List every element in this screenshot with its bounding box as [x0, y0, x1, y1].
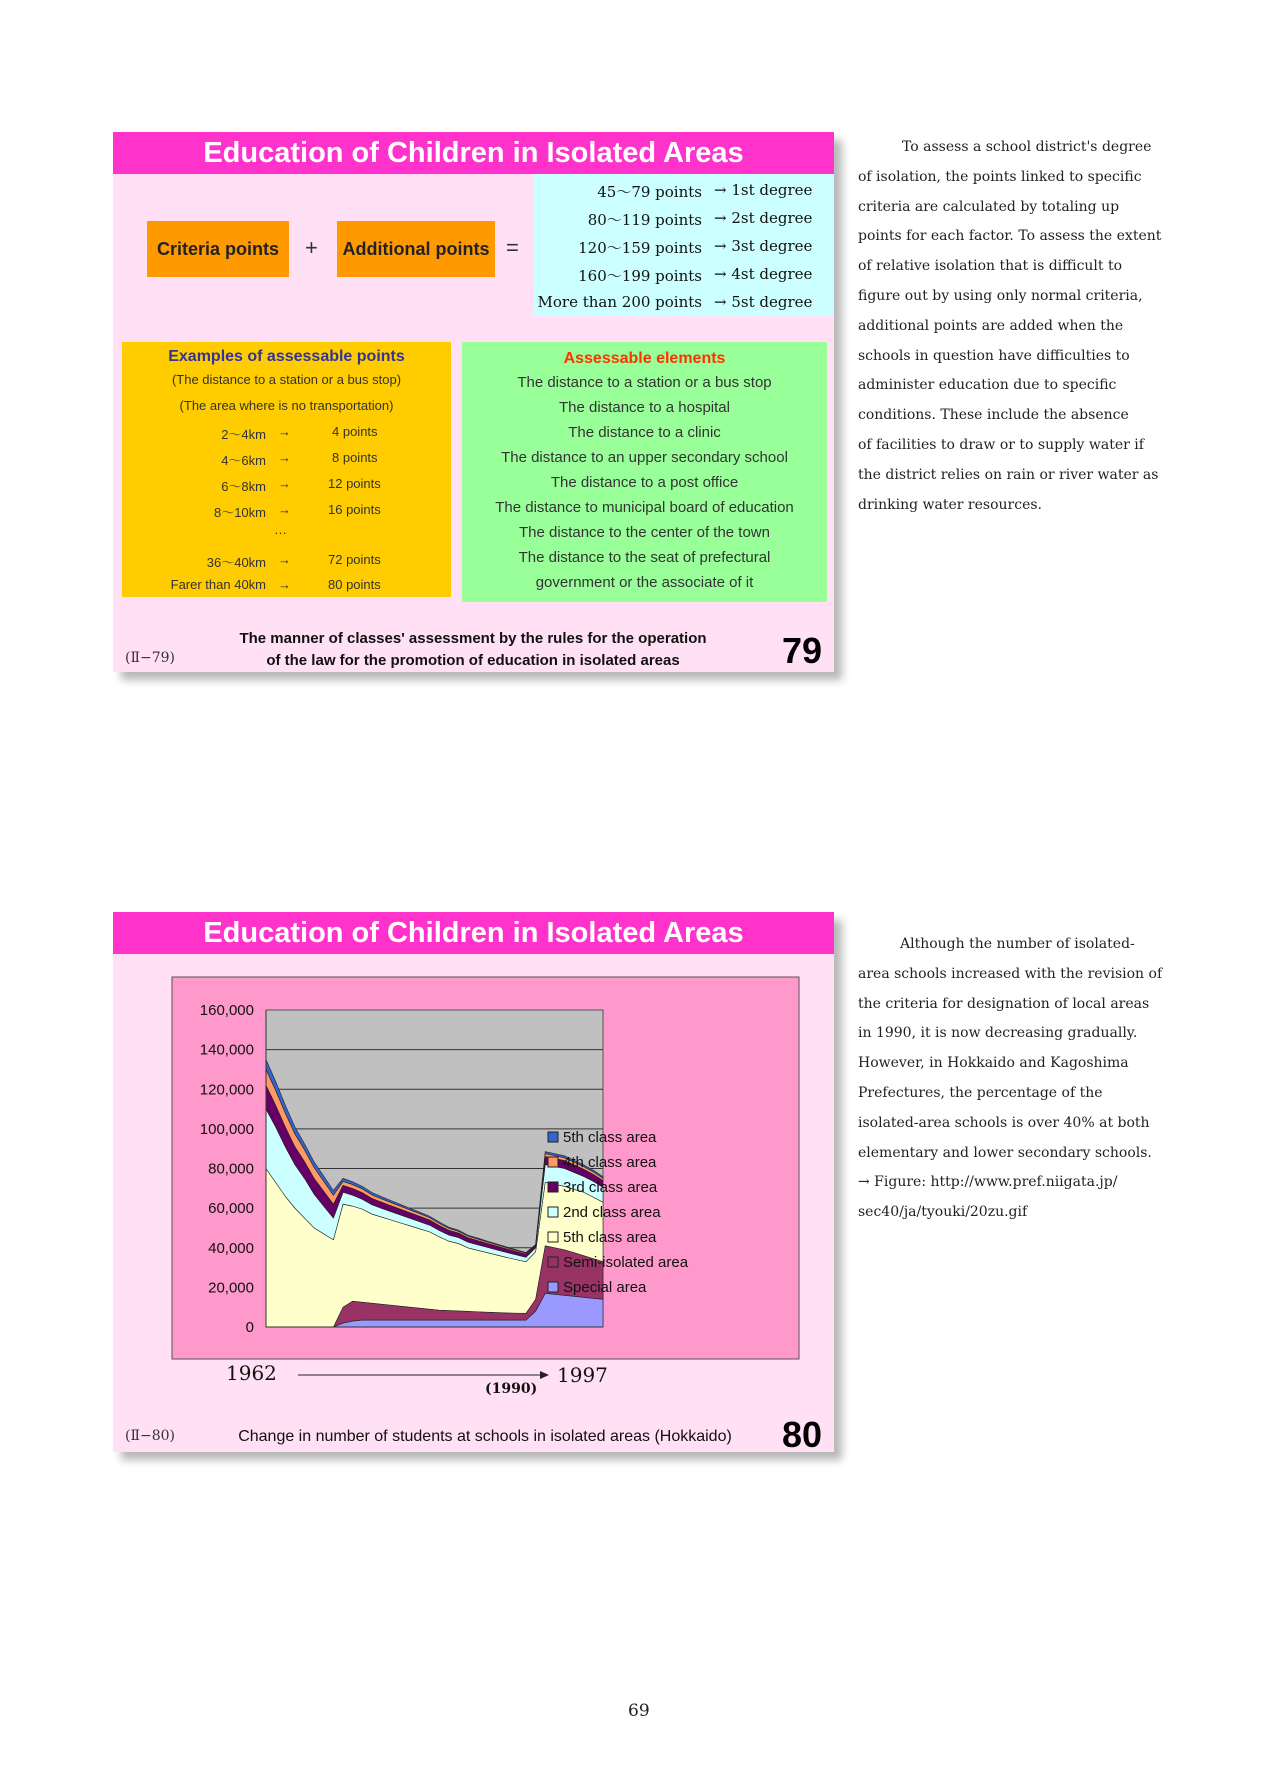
examples-subtitle: (The distance to a station or a bus stop)	[171, 372, 402, 387]
text-line: points for each factor. To assess the extent	[858, 228, 1162, 245]
example-range: 36〜40km	[206, 555, 266, 570]
degree-row	[534, 293, 834, 319]
y-tick-label: 120,000	[199, 1081, 254, 1099]
text-line: area schools increased with the revision of	[858, 965, 1163, 982]
example-arrow: →	[278, 476, 291, 491]
degree-label: → 5st degree	[714, 293, 813, 311]
element-item: The distance to a clinic	[568, 424, 721, 441]
example-points: 72 points	[328, 552, 381, 567]
example-arrow: →	[278, 424, 291, 439]
slide-title: Education of Children in Isolated Areas	[113, 132, 834, 174]
text-line: → Figure: http://www.pref.niigata.jp/	[858, 1174, 1118, 1191]
example-range: 2〜4km	[221, 427, 266, 442]
element-item: The distance to a post office	[550, 474, 739, 491]
legend-label: Semi-isolated area	[563, 1254, 689, 1271]
element-item: The distance to the seat of prefectural	[518, 549, 771, 566]
text-line: figure out by using only normal criteria,	[858, 287, 1143, 304]
y-tick-label: 140,000	[199, 1041, 254, 1059]
slide-caption	[223, 628, 723, 672]
legend-swatch	[548, 1282, 558, 1292]
element-item: The distance to a hospital	[559, 399, 730, 416]
equals-sign: =	[506, 235, 519, 260]
degree-points: 80〜119 points	[587, 211, 702, 229]
body-text-1	[858, 133, 1162, 520]
degree-table	[534, 174, 834, 316]
example-arrow: →	[278, 577, 291, 592]
timeline-arrow-head	[540, 1371, 549, 1379]
y-tick-label: 60,000	[208, 1200, 254, 1218]
text-line: the criteria for designation of local areas	[858, 995, 1150, 1012]
y-tick-label: 20,000	[208, 1279, 254, 1297]
element-item: The distance to municipal board of education	[495, 499, 794, 516]
y-tick-label: 40,000	[208, 1239, 254, 1257]
example-range: Farer than 40km	[170, 577, 266, 592]
legend-swatch	[548, 1132, 558, 1142]
example-arrow: →	[278, 552, 291, 567]
text-line: of isolation, the points linked to specific	[858, 168, 1142, 185]
legend-label: Special area	[563, 1279, 647, 1296]
axis-mid-year: (1990)	[485, 1381, 538, 1397]
text-line: the district relies on rain or river water as	[858, 466, 1159, 483]
legend-label: 4th class area	[563, 1154, 657, 1171]
example-arrow: →	[278, 502, 291, 517]
element-item: The distance to an upper secondary school	[501, 449, 788, 466]
body-text-2	[858, 930, 1163, 1228]
example-points: 80 points	[328, 577, 381, 592]
legend-label: 5th class area	[563, 1229, 657, 1246]
legend-swatch	[548, 1232, 558, 1242]
examples-heading: Examples of assessable points	[168, 348, 405, 365]
slide-caption: Change in number of students at schools in isolated areas (Hokkaido)	[238, 1428, 732, 1445]
text-line: schools in question have difficulties to	[858, 347, 1130, 364]
text-line: administer education due to specific	[858, 377, 1117, 394]
text-line: additional points are added when the	[858, 317, 1124, 334]
additional-points-box: Additional points	[337, 221, 495, 277]
text-line: in 1990, it is now decreasing gradually.	[858, 1025, 1138, 1042]
students-area-chart	[113, 912, 834, 1412]
degree-points: 120〜159 points	[578, 239, 702, 257]
legend-swatch	[548, 1207, 558, 1217]
y-tick-label: 100,000	[199, 1120, 254, 1138]
text-line: However, in Hokkaido and Kagoshima	[858, 1055, 1129, 1072]
example-points: 16 points	[328, 502, 381, 517]
examples-subtitle: (The area where is no transportation)	[179, 398, 394, 413]
text-line: To assess a school district's degree	[902, 139, 1152, 155]
degree-label: → 3st degree	[714, 237, 813, 255]
slide-number: 80	[782, 1414, 823, 1455]
legend-swatch	[548, 1157, 558, 1167]
example-range: 6〜8km	[221, 479, 266, 494]
text-line: Prefectures, the percentage of the	[858, 1084, 1103, 1101]
example-ellipsis: …	[274, 522, 287, 537]
legend-swatch	[548, 1257, 558, 1267]
legend-swatch	[548, 1182, 558, 1192]
y-tick-label: 160,000	[199, 1002, 254, 1019]
example-range: 4〜6km	[221, 453, 266, 468]
caption-line: of the law for the promotion of education in isolated areas	[266, 652, 680, 669]
example-points: 12 points	[328, 476, 381, 491]
text-line: drinking water resources.	[858, 496, 1042, 513]
page-number: 69	[628, 1701, 650, 1721]
text-line: Although the number of isolated-	[900, 936, 1135, 952]
example-points: 8 points	[332, 450, 378, 465]
degree-row	[534, 265, 834, 291]
slide-reference: (Ⅱ−79)	[125, 650, 175, 666]
element-item: government or the associate of it	[535, 574, 754, 591]
slide-number: 79	[782, 630, 823, 671]
degree-row	[534, 237, 834, 263]
text-line: isolated-area schools is over 40% at both	[858, 1114, 1150, 1131]
degree-label: → 1st degree	[714, 181, 813, 199]
text-line: sec40/ja/tyouki/20zu.gif	[858, 1204, 1028, 1221]
text-line: elementary and lower secondary schools.	[858, 1144, 1152, 1161]
y-tick-label: 0	[245, 1319, 254, 1336]
degree-row	[534, 181, 834, 207]
element-item: The distance to a station or a bus stop	[517, 374, 772, 391]
example-range: 8〜10km	[213, 505, 266, 520]
degree-points: 45〜79 points	[597, 183, 702, 201]
axis-end-year: 1997	[557, 1363, 608, 1387]
legend-label: 5th class area	[563, 1129, 657, 1146]
degree-row	[534, 209, 834, 235]
text-line: criteria are calculated by totaling up	[858, 198, 1120, 215]
degree-label: → 2st degree	[714, 209, 813, 227]
text-line: of facilities to draw or to supply water if	[858, 436, 1144, 453]
elements-heading: Assessable elements	[563, 350, 726, 367]
degree-points: More than 200 points	[537, 293, 702, 311]
y-tick-label: 80,000	[208, 1160, 254, 1178]
examples-box	[122, 342, 451, 597]
element-item: The distance to the center of the town	[519, 524, 770, 541]
text-line: of relative isolation that is difficult to	[858, 258, 1123, 275]
legend-label: 3rd class area	[563, 1179, 658, 1196]
slide-80	[113, 912, 834, 1455]
plus-sign: +	[305, 235, 318, 260]
text-line: conditions. These include the absence	[858, 407, 1129, 424]
slide-79	[113, 132, 834, 672]
slide-title: Education of Children in Isolated Areas	[113, 912, 834, 954]
legend-label: 2nd class area	[563, 1204, 661, 1221]
degree-label: → 4st degree	[714, 265, 813, 283]
example-arrow: →	[278, 450, 291, 465]
caption-line: The manner of classes' assessment by the rules for the operation	[239, 630, 707, 647]
elements-box	[462, 342, 827, 602]
example-points: 4 points	[332, 424, 378, 439]
slide-reference: (Ⅱ−80)	[125, 1428, 175, 1444]
degree-points: 160〜199 points	[578, 267, 702, 285]
axis-start-year: 1962	[226, 1361, 277, 1385]
criteria-points-box: Criteria points	[147, 221, 289, 277]
